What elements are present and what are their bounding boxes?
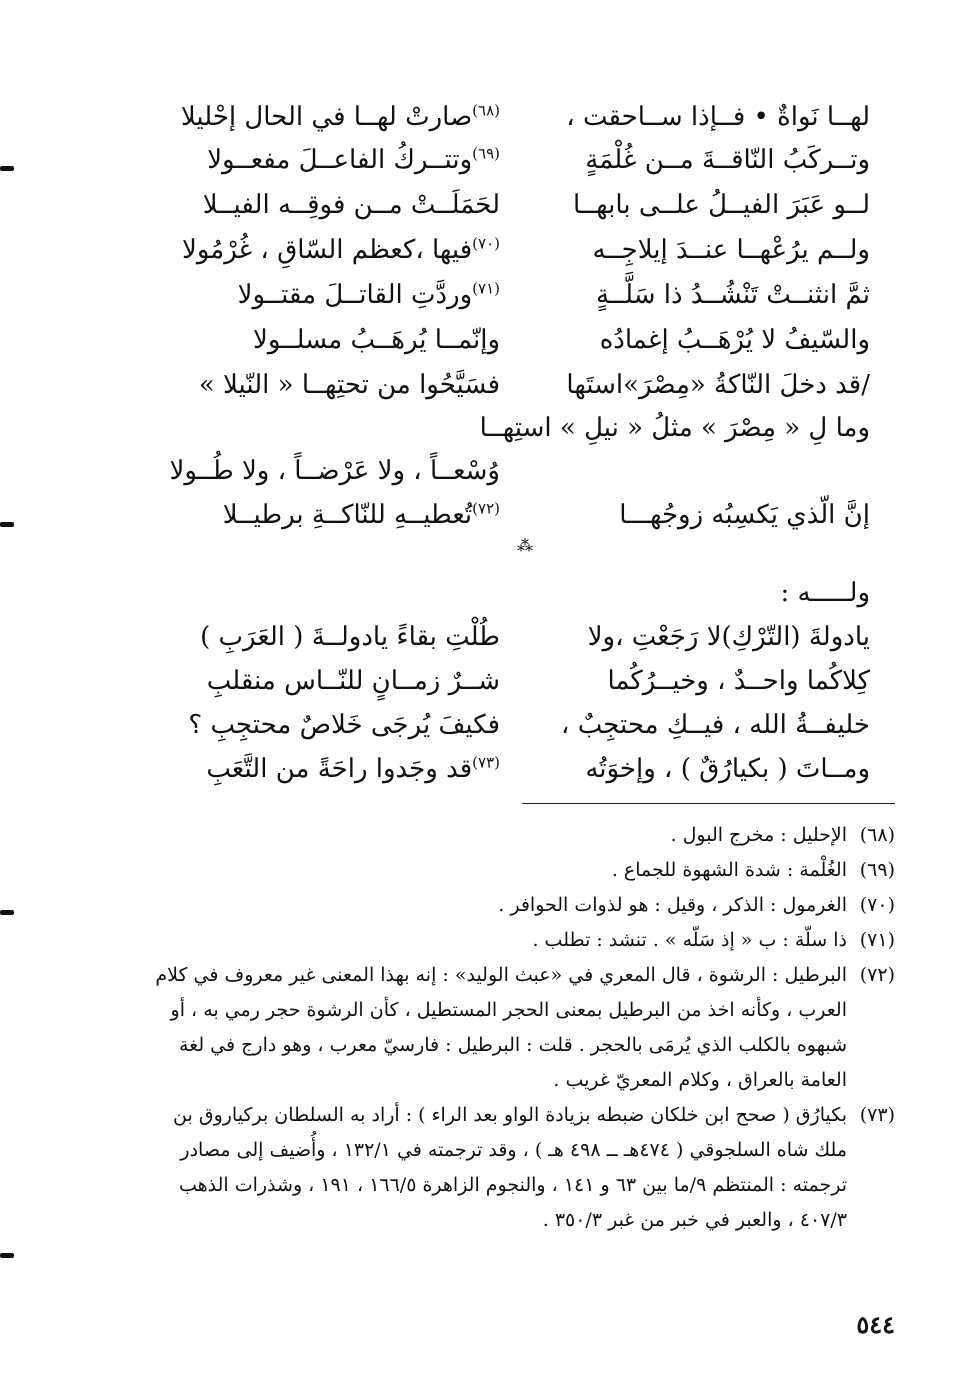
verse-second-hemistich: وإنّمــا يُرهَــبُ مسلــولا [252,325,500,355]
footnote-ref: (٧٣) [472,753,500,772]
footnote-divider [522,803,895,804]
footnote-number: (٧١) [859,929,895,951]
footnotes-section [150,818,895,1238]
margin-mark [0,1253,14,1258]
footnote-number: (٧٢) [859,964,895,986]
footnote-text: الغُلْمة : شدة الشهوة للجماع . [611,859,847,881]
footnote [150,818,895,853]
verse-first-hemistich: ولــم يرُعْهــا عنــدَ إيلاجِــه [592,235,870,265]
verse-second-hemistich: وُسْعــاً ، ولا عَرْضــاً ، ولا طُــولا [169,456,500,486]
footnote [150,958,895,1098]
verse-first-hemistich: لــو عَبَرَ الفيــلُ علــى بابهــا [573,190,870,220]
separator-stars: ⁂ [517,536,533,555]
footnote-text: البرطيل : الرشوة ، قال المعري في «عبث الوليد» : إنه بهذا المعنى غير معروف في كلام العرب ، وكأنه اخذ من البرطيل بمعنى الحجر المستطيل ، كأن الرشوة حجر رمي به ، أو شبهوه بالكلب الذي يُرمَى بالحجر . قلت : البرطيل : فارسيّ معرب ، وهو دارج في لغة العامة بالعراق ، وكلام المعريّ غريب . [155,964,847,1091]
verse-first-hemistich: ومــاتَ ( بكيارُقٌ ) ، وإخوَتُه [585,754,870,784]
verse-second-hemistich: $^{(٧٠)}$فيها ،كعظم السّاقِ ، غُرْمُولا [182,234,500,265]
verse-first-hemistich: كِلاكُما واحــدٌ ، وخيــرُكُما [607,666,870,696]
verse-second-hemistich: $^{(٧٢)}$تُعطيــهِ للنّاكــةِ برطيــلا [222,499,500,530]
footnote-number: (٧٣) [859,1104,895,1126]
verse-first-hemistich: يادولةَ (التّرْكِ)لا رَجَعْتِ ،ولا [587,622,870,652]
verse-second-hemistich: لحَمَلَــتْ مــن فوقِــه الفيــلا [202,190,500,220]
footnote-number: (٧٠) [859,894,895,916]
footnote-number: (٦٨) [859,824,895,846]
section-heading: ولـــــه : [780,578,870,608]
page-number: ٥٤٤ [856,1310,895,1339]
verse-second-hemistich: فكيفَ يُرجَى خَلاصٌ محتجِبِ ؟ [188,710,500,740]
verse-full-line: وما لِ « مِصْرَ » مثلُ « نيلِ » استِهــا [479,413,870,443]
verse-first-hemistich: ثمَّ انثنــتْ تَنْشُــدُ ذا سَلَّــةٍ [595,280,870,310]
footnote-text: بكيارُق ( صحح ابن خلكان ضبطه بزيادة الواو بعد الراء ) : أراد به السلطان بركياروق بن ملك شاه السلجوقي ( ٤٧٤هـ ــ ٤٩٨ هـ ) ، وقد ترجمته في ١٣٢/١ ، وأُضيف إلى مصادر ترجمته : المنتظم ٩/ما بين ٦٣ و ١٤١ ، والنجوم الزاهرة ١٦٦/٥ ، ١٩١ ، وشذرات الذهب ٤٠٧/٣ ، والعبر في خبر من غبر ٣٥٠/٣ . [173,1104,847,1231]
verse-second-hemistich: $^{(٧٣)}$قد وجَدوا راحَةً من التَّعَبِ [206,753,500,784]
margin-mark [0,522,14,527]
verse-first-hemistich: لهــا نَواةٌ • فــإذا ســاحقت ، [566,102,870,132]
margin-mark [0,166,14,171]
verse-second-hemistich: $^{(٧١)}$وردَّتِ القاتــلَ مقتــولا [237,279,500,310]
footnote [150,923,895,958]
verse-second-hemistich: شــرٌ زمــانٍ للنّــاس منقلبِ [206,666,500,696]
footnote-number: (٦٩) [859,859,895,881]
footnote-text: ذا سلّة : ب « إذ سَلّه » . تنشد : تطلب . [532,929,847,951]
verse-second-hemistich: $^{(٦٩)}$وتتــركُ الفاعــلَ مفعــولا [207,144,500,175]
footnote [150,888,895,923]
footnote [150,853,895,888]
verse-second-hemistich: طُلْتِ بقاءً يادولــةَ ( العَرَبِ ) [200,622,500,652]
margin-mark [0,910,14,915]
verse-first-hemistich: خليفــةُ الله ، فيــكِ محتجِبٌ ، [561,710,870,740]
footnote [150,1098,895,1238]
footnote-ref: (٦٨) [472,101,500,120]
footnote-ref: (٦٩) [472,144,500,163]
footnote-ref: (٧١) [472,279,500,298]
footnote-text: الإحليل : مخرج البول . [670,824,847,846]
footnote-ref: (٧٢) [472,499,500,518]
verse-first-hemistich: إنَّ الّذي يَكسِبُه زوجُهـــا [619,500,870,530]
verse-first-hemistich: وتــركَبُ النّاقــةَ مــن غُلْمَةٍ [585,145,870,175]
footnote-ref: (٧٠) [472,234,500,253]
footnote-text: الغرمول : الذكر ، وقيل : هو لذوات الحوافر . [498,894,847,916]
verse-first-hemistich: /قد دخلَ النّاكةُ «مِصْرَ»استَها [566,370,870,400]
verse-second-hemistich: $^{(٦٨)}$صارتْ لهــا في الحال إحْليلا [180,101,500,132]
verse-second-hemistich: فسَيَّحُوا من تحتِهــا « النّيلا » [198,370,500,400]
verse-first-hemistich: والسّيفُ لا يُرْهَــبُ إغمادُه [599,325,870,355]
